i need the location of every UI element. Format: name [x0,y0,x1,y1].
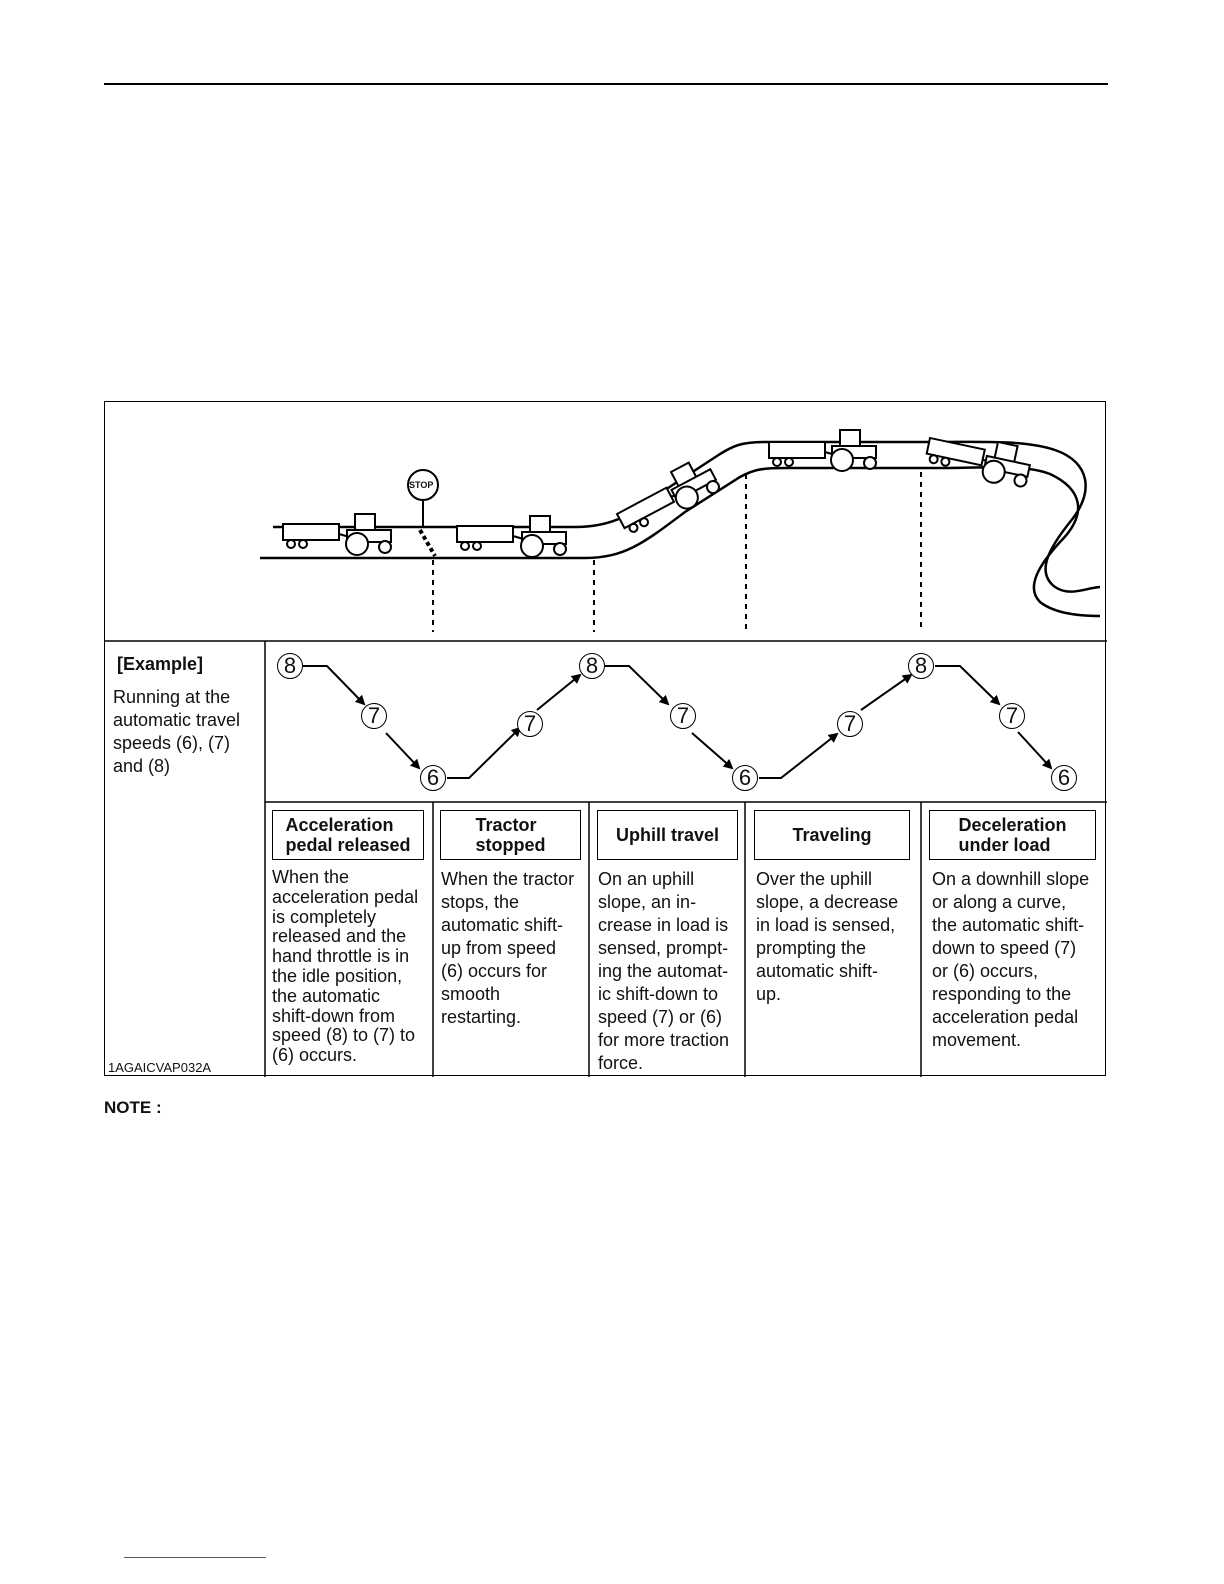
speed-8-circle: 8 [908,653,934,679]
speed-7-circle: 7 [999,703,1025,729]
footer-link-underline[interactable] [124,1557,266,1558]
column-text-uphill: On an uphill slope, an in- crease in load is sensed, prompt- ing the automat- ic shift-down to speed (7) or (6) for more traction force. [598,869,730,1073]
column-header-uphill: Uphill travel [597,810,738,860]
speed-8-circle: 8 [277,653,303,679]
column-header-deceleration: Deceleration under load [929,810,1096,860]
speed-6-circle: 6 [1051,765,1077,791]
column-text-traveling: Over the uphill slope, a decrease in load is sensed, prompting the automatic shift- up. [756,869,899,1004]
stop-sign-label: STOP [409,480,434,490]
example-text: Running at the automatic travel speeds (6), (7) and (8) [113,687,241,776]
speed-6-circle: 6 [420,765,446,791]
speed-7-circle: 7 [361,703,387,729]
column-text-acceleration: When the acceleration pedal is completely released and the hand throttle is in the idle position, the automatic shift-down from speed (8) to (7) to (6) occurs. [272,867,419,1066]
speed-7-circle: 7 [517,711,543,737]
column-text-tractor-stopped: When the tractor stops, the automatic shift- up from speed (6) occurs for smooth restarting. [441,869,575,1027]
speed-7-circle: 7 [670,703,696,729]
speed-8-circle: 8 [579,653,605,679]
column-header-acceleration: Acceleration pedal released [272,810,424,860]
header-rule [104,83,1108,85]
column-header-traveling: Traveling [754,810,910,860]
column-text-deceleration: On a downhill slope or along a curve, the automatic shift- down to speed (7) or (6) occurs, responding to the acceleration pedal movement. [932,869,1090,1050]
speed-shift-figure [104,401,1106,1076]
speed-6-circle: 6 [732,765,758,791]
speed-7-circle: 7 [837,711,863,737]
figure-code: 1AGAICVAP032A [108,1060,212,1075]
column-header-tractor-stopped: Tractor stopped [440,810,581,860]
example-title: [Example] [117,654,204,674]
note-label: NOTE : [104,1098,162,1117]
